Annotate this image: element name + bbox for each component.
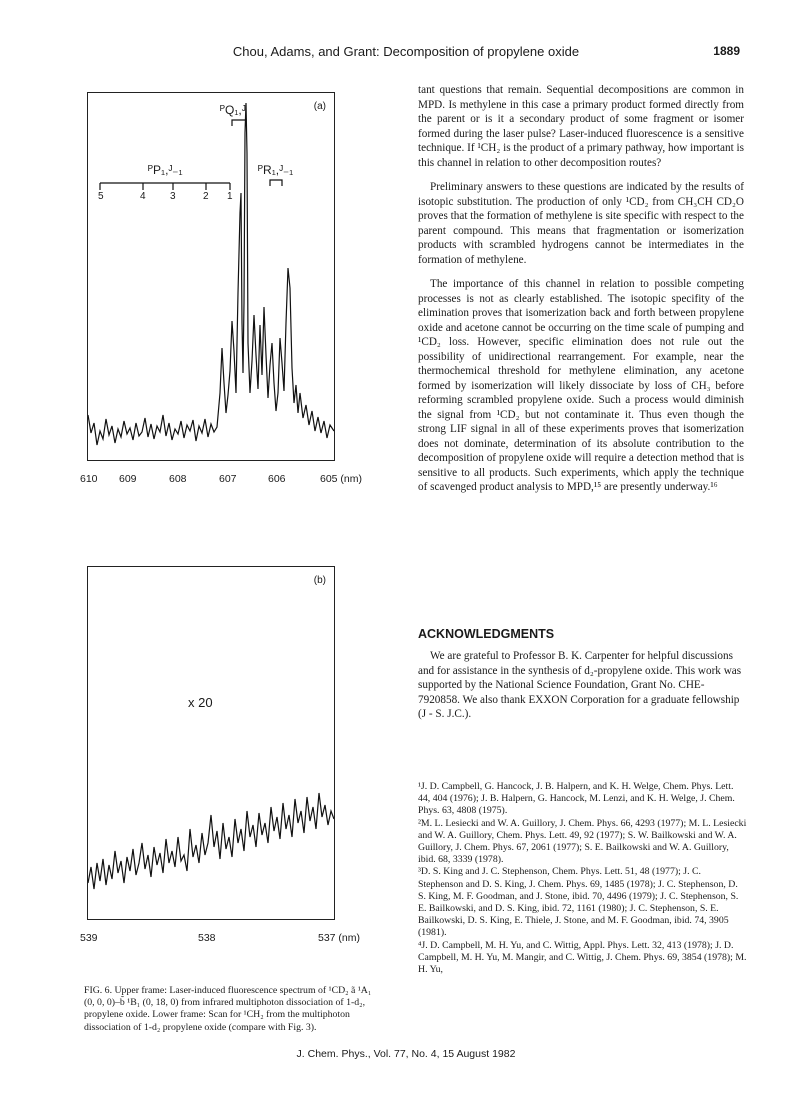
paragraph-3: The importance of this channel in relation to possible competing processes is not as clearly established. The isotopic specifity of the elimination proves that isomerization back and forth between propylene oxide and acetone cannot be occurring on the time scale of pumping and ¹CD₂ loss. However, specific elimination does not rule out the possibility of unidirectional rearrangement. For example, near the thermochemical threshold for methylene elimination, any acetone formed by isomerization will likely dissociate by loss of CH₃ before reforming scrambled propylene oxide. Such a process would diminish the signal from ¹CD₂ but not contaminate it. Thus even though the strong LIF signal in all of these experiments proves that isomerization does not dominate, determination of its absolute contribution to the decomposition of propylene oxide will require a detection method that is sensitive to all products. Such experiments, which apply the technique of scavenged product analysis to MPD,¹⁵ are presently underway.¹⁶ [418,278,744,493]
journal-footer: J. Chem. Phys., Vol. 77, No. 4, 15 August 1982 [296,1048,516,1060]
ladder-label-5: 5 [98,191,104,202]
axis-tick-609: 609 [119,473,137,485]
reference-2: ²M. L. Lesiecki and W. A. Guillory, J. Chem. Phys. 66, 4293 (1977); M. L. Lesiecki and W. A. Guillory, Chem. Phys. Lett. 49, 92 (1977); S. W. Bailkowski and W. A. Guillory, J. Chem. Phys. 67, 2061 (1977); S. E. Bailkowski and W. A. Guillory, ibid. 68, 3339 (1978). [418,817,747,866]
spectrum-panel-bottom [87,566,335,920]
axis-tick-537-nm: 537 (nm) [318,932,361,944]
ladder-label-3: 3 [170,191,176,202]
ladder-label-1: 1 [227,191,233,202]
branch-label-p: ᴾP₁,ᴶ₋₁ [148,163,183,177]
reference-3: ³D. S. King and J. C. Stephenson, Chem. Phys. Lett. 51, 48 (1977); J. C. Stephenson and D. S. King, J. Chem. Phys. 69, 1485 (1978); J. C. Stephenson, D. S. King, M. F. Goodman, and J. Stone, ibid. 70, 4496 (1979); J. C. Stephenson, S. E. Bailkowski, and D. S. King, ibid. 72, 1161 (1980); J. C. Stephenson, S. E. Bailkowski, D. S. King, E. Thiele, J. Stone, and M. F. Goodman, ibid. 74, 3905 (1981). [418,866,739,939]
paragraph-2: Preliminary answers to these questions are indicated by the results of isotopic substitution. The production of only ¹CD₂ from CH₃CH CD₂O proves that the formation of methylene is site specific with respect to the parent compound. This means that fragmentation or isomerization products with scrambled hydrogens cannot be intermediates in the formation of methylene. [418,181,744,266]
reference-4: ⁴J. D. Campbell, M. H. Yu, and C. Wittig, Appl. Phys. Lett. 32, 413 (1978); J. D. Campbell, M. H. Yu, M. Mangir, and C. Wittig, J. Chem. Phys. 69, 3854 (1978); M. H. Yu, [418,939,747,976]
body-column [418,83,744,505]
running-title: Chou, Adams, and Grant: Decomposition of propylene oxide [232,44,580,59]
acknowledgments-text: We are grateful to Professor B. K. Carpenter for helpful discussions and for assistance in the synthesis of d₂-propylene oxide. This work was supported by the National Science Foundation, Grant No. CHE-7920858. We also thank EXXON Corporation for a graduate fellowship (J - S. J.C.). [418,650,742,720]
reference-1: ¹J. D. Campbell, G. Hancock, J. B. Halpern, and K. H. Welge, Chem. Phys. Lett. 44, 404 (1976); J. B. Halpern, G. Hancock, M. Lenzi, and K. H. Welge, J. Chem. Phys. 63, 4808 (1975). [418,781,735,817]
figure-caption: FIG. 6. Upper frame: Laser-induced fluorescence spectrum of ¹CD₂ ã ¹A₁ (0, 0, 0)–b̃ ¹B₁ (0, 18, 0) from infrared multiphoton dissociation of 1-d₂, propylene oxide. Lower frame: Scan for ¹CH₂ from the multiphoton dissociation of 1-d₂ propylene oxide (compare with Fig. 3). [84,985,372,1033]
acknowledgments-heading: ACKNOWLEDGMENTS [418,627,555,641]
branch-marker-r [268,178,288,188]
axis-tick-538: 538 [198,932,216,944]
page-number: 1889 [713,44,740,58]
panel-label-a: (a) [313,101,326,112]
branch-label-r: ᴾR₁,ᴶ₋₁ [258,163,294,177]
axis-tick-608: 608 [169,473,187,485]
axis-tick-610: 610 [80,473,98,485]
spectrum-trace-top [88,93,334,460]
axis-tick-606: 606 [268,473,286,485]
p-branch-ladder [98,180,258,192]
magnification-label: x 20 [188,695,213,710]
axis-tick-605-nm: 605 (nm) [320,473,363,485]
running-header [0,44,812,62]
branch-label-q: ᴾQ₁,ᴶ [220,103,246,117]
ladder-label-4: 4 [140,191,146,202]
axis-tick-607: 607 [219,473,237,485]
panel-label-b: (b) [313,575,326,586]
paragraph-1: tant questions that remain. Sequential decompositions are common in MPD. Is methylene in this case a primary product formed directly from the parent or is it a secondary product of some fragment or isomer formed during the laser pulse? Laser-induced fluorescence is a sensitive technique. If ¹CH₂ is the product of a primary pathway, how important is this channel in relation to other decomposition routes? [418,84,744,169]
ladder-label-2: 2 [203,191,209,202]
references [418,781,748,976]
branch-marker-q [230,118,250,128]
spectrum-trace-bottom [88,567,334,919]
axis-tick-539: 539 [80,932,98,944]
trace-line-b [88,793,334,889]
spectrum-panel-top [87,92,335,461]
trace-line-a [88,103,334,445]
